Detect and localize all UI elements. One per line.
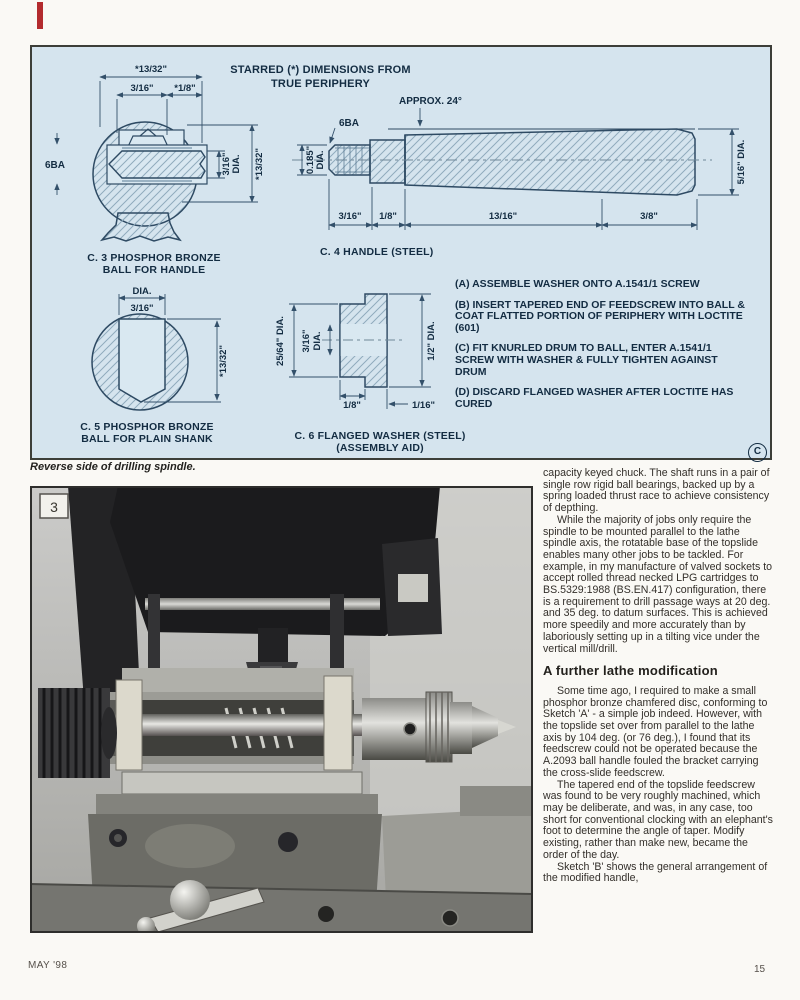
assembly-step-d: (D) DISCARD FLANGED WASHER AFTER LOCTITE HAS CURED [455, 386, 734, 410]
c6-od: 1/2" DIA. [426, 321, 437, 361]
c3-dia-word: DIA. [231, 154, 242, 174]
c6-caption-line2: (ASSEMBLY AID) [336, 442, 424, 454]
c4-dim-3: 13/16" [488, 211, 518, 222]
assembly-step-c: (C) FIT KNURLED DRUM TO BALL, ENTER A.1541/1 SCREW WITH WASHER & FULLY TIGHTEN AGAINST DRUM [455, 342, 718, 378]
photo-figure [30, 486, 533, 933]
c4-caption: C. 4 HANDLE (STEEL) [320, 246, 434, 258]
scan-red-mark [37, 2, 43, 29]
issue-date: MAY '98 [28, 960, 68, 971]
c3-thread-label: 6BA [45, 160, 66, 171]
article-paragraph: Some time ago, I required to make a small phosphor bronze chamfered disc, conforming to Sketch 'A' - a simple job indeed. However, with the topslide set over from parallel to the lathe axis by 104 deg. (or 76 deg.), I found that its feedscrew could not be operated because the A.2093 ball handle fouled the bracket carrying the cross-slide feedscrew. [543, 684, 768, 779]
c4-angle-label: APPROX. 24° [399, 96, 462, 107]
c4-large-dia: 5/16" DIA. [736, 139, 747, 185]
c4-small-dia-value: 0.185" [305, 145, 316, 175]
c6-lip: 1/16" [412, 400, 435, 411]
photo-caption: Reverse side of drilling spindle. [30, 461, 196, 473]
article-paragraph: While the majority of jobs only require the spindle to be mounted parallel to the lathe spindle axis, the rotatable base of the topslide enables many other jobs to be tackled. For example, in my manufacture of valved sockets to accept rolled thread necked LPG cartridges to BS.5329:1988 (BS.EN.417) configuration, there is a requirement to drill passage ways at 20 deg. and 35 deg. to datum surfaces. This is achieved more speedily and more accurately than by laboriously setting up in a tilting vice under the vertical mill/drill. [543, 513, 773, 655]
assembly-step-a: (A) ASSEMBLE WASHER ONTO A.1541/1 SCREW [455, 278, 700, 290]
assembly-instructions [455, 279, 747, 419]
c6-bore-dia-word: DIA. [312, 331, 323, 351]
c5-ball-drawing [92, 314, 188, 410]
panel-header-line2: TRUE PERIPHERY [271, 77, 370, 90]
c3-ball-drawing [93, 122, 207, 241]
c6-washer-drawing [322, 294, 404, 387]
panel-header [218, 64, 423, 91]
c3-caption-line2: BALL FOR HANDLE [102, 264, 206, 276]
copyright-symbol: C [748, 443, 767, 462]
c4-dim-4: 3/8" [640, 211, 658, 222]
c3-dim-b: *1/8" [174, 83, 196, 94]
c4-handle-drawing [292, 129, 712, 195]
section-heading: A further lathe modification [543, 663, 718, 679]
c5-dia-word: DIA. [132, 286, 152, 297]
c5-dim-height: *13/32" [218, 345, 229, 377]
c3-caption [70, 252, 238, 276]
c5-caption [54, 421, 240, 445]
panel-header-line1: STARRED (*) DIMENSIONS FROM [230, 64, 411, 76]
c4-thread-label: 6BA [339, 118, 360, 129]
c3-dim-height: *13/32" [254, 148, 265, 180]
c5-dia-value: 3/16" [130, 303, 154, 314]
lathe-photo-illustration [30, 486, 533, 933]
c6-bore-dia-value: 3/16" [301, 329, 312, 353]
c3-dim-overall: *13/32" [135, 64, 167, 75]
article-paragraph: Sketch 'B' shows the general arrangement of the modified handle, [543, 860, 768, 885]
article-paragraph: capacity keyed chuck. The shaft runs in a pair of single row rigid ball bearings, backed up by a spring loaded thrust race to achieve consistency of depthing. [543, 467, 770, 515]
c4-small-dia-word: DIA. [315, 150, 326, 170]
figure-number: 3 [50, 499, 58, 515]
c6-caption [284, 430, 476, 454]
c5-caption-line1: C. 5 PHOSPHOR BRONZE [80, 421, 214, 433]
article-paragraph: The tapered end of the topslide feedscrew was found to be very roughly machined, which may be deliberate, and was, in any case, too short for conventional clocking with an elephant's foot to determine the angle of taper. Modify existing, rather than make new, became the order of the day. [543, 778, 773, 861]
c3-dia-value: 3/16" [221, 152, 232, 176]
c6-caption-line1: C. 6 FLANGED WASHER (STEEL) [294, 430, 466, 442]
assembly-step-b: (B) INSERT TAPERED END OF FEEDSCREW INTO BALL & COAT FLATTED PORTION OF PERIPHERY WITH LOCTITE (601) [455, 298, 745, 334]
c6-flange-dia: 25/64" DIA. [275, 316, 286, 366]
c4-dim-2: 1/8" [379, 211, 397, 222]
c5-caption-line2: BALL FOR PLAIN SHANK [81, 433, 213, 445]
drawing-panel [30, 45, 772, 460]
article-column [543, 468, 773, 885]
page-number: 15 [754, 964, 766, 975]
c4-dim-1: 3/16" [338, 211, 362, 222]
c3-caption-line1: C. 3 PHOSPHOR BRONZE [87, 252, 221, 264]
c6-len: 1/8" [343, 400, 361, 411]
knurled-drum [38, 688, 117, 778]
c3-dim-a: 3/16" [130, 83, 154, 94]
figure-number-label [40, 494, 68, 518]
